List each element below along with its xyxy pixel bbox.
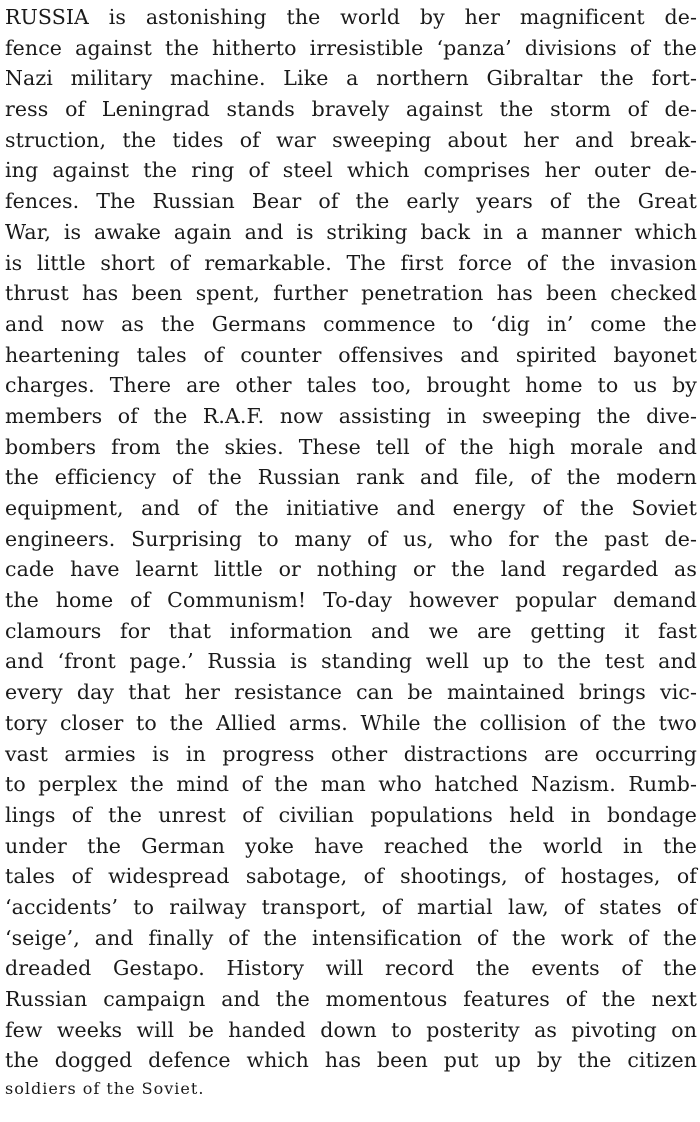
article-line: the home of Communism! To-day however popular demand <box>5 588 697 613</box>
article-line: and ‘front page.’ Russia is standing well up to the test and <box>5 649 697 674</box>
article-body <box>5 2 697 1102</box>
article-line: heartening tales of counter offensives and spirited bayonet <box>5 342 697 367</box>
article-line: few weeks will be handed down to posterity as pivoting on <box>5 1017 697 1042</box>
article-line: the efficiency of the Russian rank and file, of the modern <box>5 465 697 490</box>
article-line: ‘seige’, and finally of the intensification of the work of the <box>5 925 697 950</box>
article-line: and now as the Germans commence to ‘dig in’ come the <box>5 311 697 336</box>
article-line: ‘accidents’ to railway transport, of martial law, of states of <box>5 894 697 919</box>
article-line: RUSSIA is astonishing the world by her magnificent de- <box>5 5 697 29</box>
article-line: ress of Leningrad stands bravely against the storm of de- <box>5 97 697 122</box>
article-line: lings of the unrest of civilian populations held in bondage <box>5 802 697 827</box>
article-line: members of the R.A.F. now assisting in sweeping the dive- <box>5 403 697 428</box>
article-line: ing against the ring of steel which comprises her outer de- <box>5 158 697 183</box>
article-line: thrust has been spent, further penetration has been checked <box>5 281 697 306</box>
article-line: under the German yoke have reached the world in the <box>5 833 697 858</box>
article-line: dreaded Gestapo. History will record the events of the <box>5 956 697 981</box>
article-line: Nazi military machine. Like a northern Gibraltar the fort- <box>5 66 697 91</box>
article-line: War, is awake again and is striking back in a manner which <box>5 219 697 244</box>
article-line: is little short of remarkable. The first force of the invasion <box>5 250 697 275</box>
article-line: to perplex the mind of the man who hatched Nazism. Rumb- <box>5 772 697 797</box>
article-line: equipment, and of the initiative and energy of the Soviet <box>5 496 697 520</box>
article-line-final: soldiers of the Soviet. <box>5 1079 205 1099</box>
article-line: clamours for that information and we are getting it fast <box>5 618 697 643</box>
article-line: engineers. Surprising to many of us, who for the past de- <box>5 526 697 551</box>
article-line: tales of widespread sabotage, of shootings, of hostages, of <box>5 864 697 889</box>
article-line: struction, the tides of war sweeping about her and break- <box>5 127 697 152</box>
article-line: charges. There are other tales too, brought home to us by <box>5 373 697 398</box>
article-line: fences. The Russian Bear of the early years of the Great <box>5 189 697 214</box>
article-line: vast armies is in progress other distractions are occurring <box>5 741 697 766</box>
article-line: the dogged defence which has been put up by the citizen <box>5 1048 697 1073</box>
article-line: every day that her resistance can be maintained brings vic- <box>5 680 697 705</box>
article-line: bombers from the skies. These tell of the high morale and <box>5 434 697 459</box>
article-line: cade have learnt little or nothing or the land regarded as <box>5 557 697 582</box>
article-line: tory closer to the Allied arms. While the collision of the two <box>5 710 697 735</box>
article-line: fence against the hitherto irresistible ‘panza’ divisions of the <box>5 35 697 60</box>
article-line: Russian campaign and the momentous features of the next <box>5 987 697 1011</box>
